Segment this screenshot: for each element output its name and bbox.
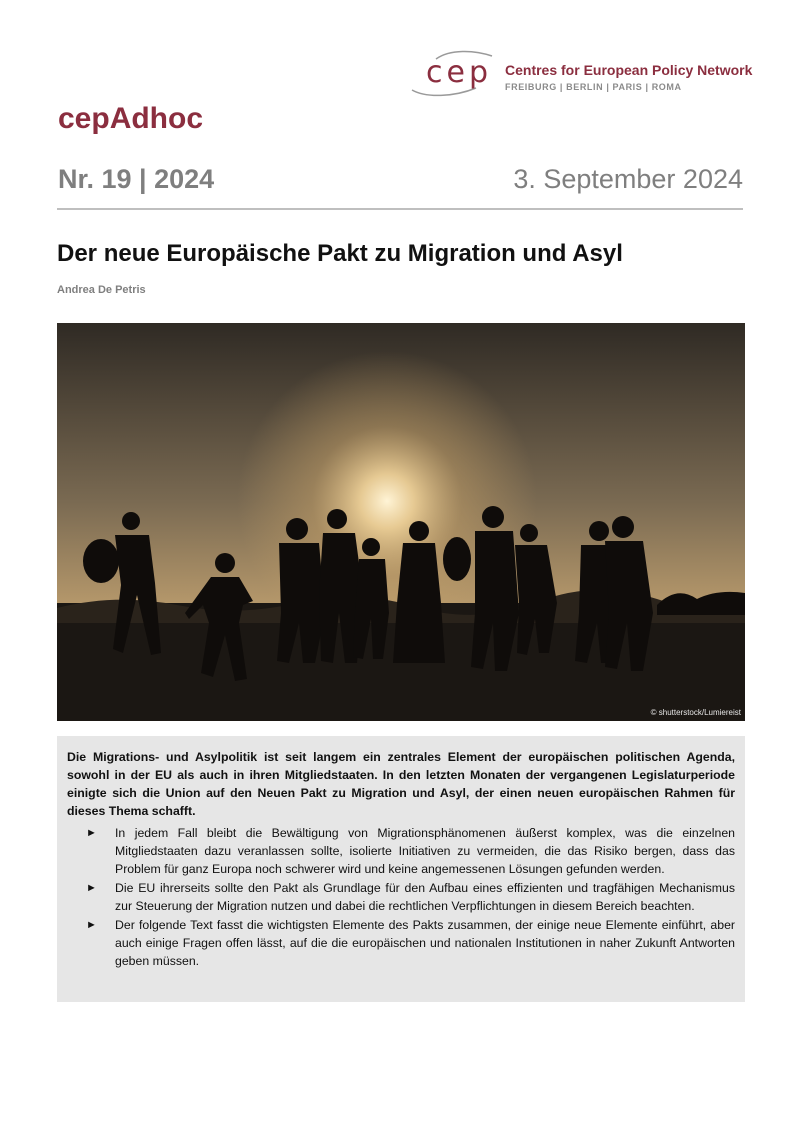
logo-short: cep xyxy=(426,55,492,90)
summary-box xyxy=(57,736,745,1002)
article-title: Der neue Europäische Pakt zu Migration und Asyl xyxy=(57,240,623,267)
summary-intro: Die Migrations- und Asylpolitik ist seit langem ein zentrales Element der europäischen politischen Agenda, sowohl in der EU als auch in ihren Mitgliedstaaten. In den letzten Monaten der vergangenen Legislaturperiode einigte sich die Union auf den Neuen Pakt zu Migration und Asyl, der einen neuen europäischen Rahmen für dieses Thema schafft. xyxy=(67,750,735,818)
key-point xyxy=(67,879,735,915)
cep-logo xyxy=(410,50,755,100)
issue-number: Nr. 19 | 2024 xyxy=(58,164,215,194)
bullet-triangle-icon: ► xyxy=(86,919,97,931)
bullet-triangle-icon: ► xyxy=(86,882,97,894)
publication-date: 3. September 2024 xyxy=(513,164,743,194)
key-points-list xyxy=(67,824,735,970)
bullet-triangle-icon: ► xyxy=(86,827,97,839)
key-point xyxy=(67,824,735,878)
key-point-text: Die EU ihrerseits sollte den Pakt als Grundlage für den Aufbau eines effizienten und tragfähigen Mechanismus zur Steuerung der Migration nutzen und dabei die rechtlichen Verpflichtungen in diesem Bereich beachten. xyxy=(115,881,735,913)
article-author: Andrea De Petris xyxy=(57,284,146,296)
photo-credit: © shutterstock/Lumiereist xyxy=(650,708,741,717)
logo-cities: FREIBURG | BERLIN | PARIS | ROMA xyxy=(505,82,682,92)
cover-photo xyxy=(57,323,745,721)
key-point xyxy=(67,916,735,970)
key-point-text: Der folgende Text fasst die wichtigsten Elemente des Pakts zusammen, der einige neue Elemente einführt, aber auch einige Fragen offen lässt, auf die die europäischen und nationalen Institutionen in naher Zukunft Antworten geben müssen. xyxy=(115,918,735,968)
series-name: cepAdhoc xyxy=(58,102,204,135)
logo-name: Centres for European Policy Network xyxy=(505,62,753,78)
header-divider xyxy=(57,208,743,210)
silhouette-illustration xyxy=(57,323,745,721)
key-point-text: In jedem Fall bleibt die Bewältigung von Migrationsphänomenen äußerst komplex, was die einzelnen Mitgliedstaaten dazu veranlassen sollte, isolierte Initiativen zu vermeiden, die das Risiko bergen, dass das Problem für ganz Europa noch schwerer wird und keine angemessenen Lösungen gefunden werden. xyxy=(115,826,735,876)
